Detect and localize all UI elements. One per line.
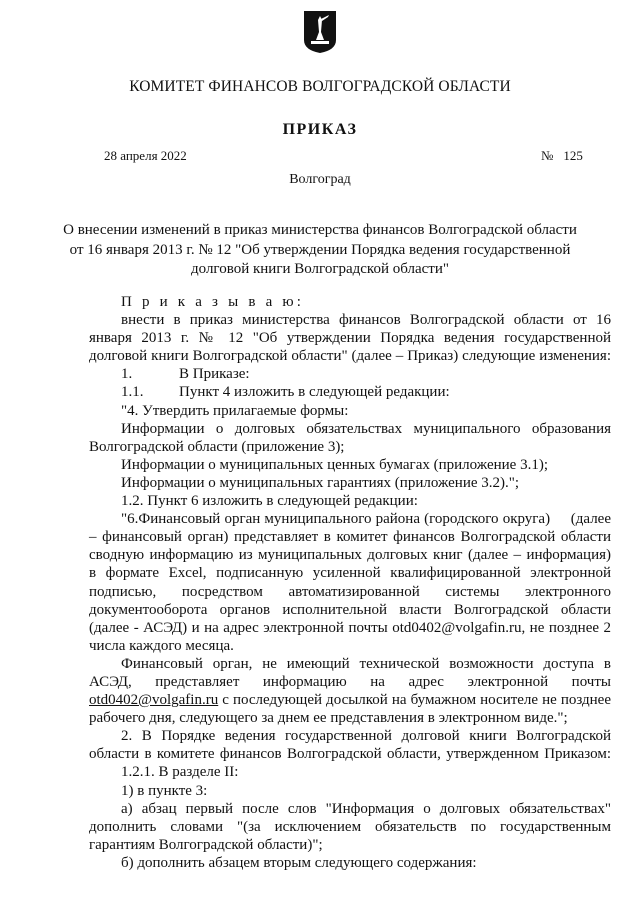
body-line: подписью, посредством автоматизированной системы электронного bbox=[89, 583, 611, 600]
body-line: внести в приказ министерства финансов Волгоградской области от 16 bbox=[121, 312, 611, 329]
body-line: Информации о муниципальных гарантиях (приложение 3.2)."; bbox=[121, 474, 520, 491]
body-line: "4. Утвердить прилагаемые формы: bbox=[121, 402, 349, 419]
body-line: рабочего дня, следующего за днем ее представления в электронном виде."; bbox=[89, 710, 568, 727]
body-line: января 2013 г. № 12 "Об утверждении Порядка ведения государственной bbox=[89, 330, 611, 347]
item-number: 1. bbox=[121, 366, 133, 383]
item-1 bbox=[89, 365, 611, 383]
subject-line: О внесении изменений в приказ министерства финансов Волгоградской области bbox=[63, 222, 577, 238]
body-line: гарантиям Волгоградской области)"; bbox=[89, 836, 323, 853]
subject-line: от 16 января 2013 г. № 12 "Об утверждении Порядка ведения государственной bbox=[69, 241, 571, 258]
committee-name: КОМИТЕТ ФИНАНСОВ ВОЛГОГРАДСКОЙ ОБЛАСТИ bbox=[129, 78, 511, 95]
number-label: № bbox=[541, 148, 554, 163]
body-line: – финансовый орган) представляет в комитет финансов Волгоградской области bbox=[89, 529, 611, 546]
body-line bbox=[89, 691, 611, 709]
item-text: В Приказе: bbox=[179, 366, 250, 383]
body-line: числа каждого месяца. bbox=[89, 637, 234, 654]
item-text: Пункт 4 изложить в следующей редакции: bbox=[179, 384, 450, 401]
body-line: дополнить словами "(за исключением обязательств по государственным bbox=[89, 818, 611, 835]
body-line: 1) в пункте 3: bbox=[121, 782, 208, 799]
body-line: области в комитете финансов Волгоградской области, утвержденном Приказом: bbox=[89, 746, 611, 763]
order-subject bbox=[60, 221, 580, 280]
body-line: АСЭД, представляет информацию на адрес электронной почты bbox=[89, 673, 611, 690]
order-body bbox=[89, 293, 611, 872]
body-line: "6.Финансовый орган муниципального района (городского округа) (далее bbox=[121, 511, 611, 528]
coat-of-arms-icon bbox=[303, 10, 337, 54]
order-date: 28 апреля 2022 bbox=[104, 148, 187, 163]
email-link[interactable]: otd0402@volgafin.ru bbox=[89, 692, 219, 709]
body-text: с последующей досылкой на бумажном носителе не позднее bbox=[218, 692, 611, 709]
body-line: 2. В Порядке ведения государственной долговой книги Волгоградской bbox=[121, 728, 611, 745]
body-line: 1.2.1. В разделе II: bbox=[121, 764, 239, 781]
body-line: а) абзац первый после слов "Информация о долговых обязательствах" bbox=[121, 800, 611, 817]
order-number bbox=[541, 148, 583, 164]
body-line: документооборота органов исполнительной власти Волгоградской области bbox=[89, 601, 611, 618]
decree-word: П р и к а з ы в а ю: bbox=[121, 294, 305, 310]
body-line: (далее - АСЭД) и на адрес электронной почты otd0402@volgafin.ru, не позднее 2 bbox=[89, 619, 611, 636]
body-line: б) дополнить абзацем вторым следующего содержания: bbox=[121, 854, 477, 871]
body-line: Информации о муниципальных ценных бумагах (приложение 3.1); bbox=[121, 456, 548, 473]
body-line: Волгоградской области (приложение 3); bbox=[89, 438, 345, 455]
order-title: ПРИКАЗ bbox=[282, 121, 358, 138]
body-line: Финансовый орган, не имеющий технической возможности доступа в bbox=[121, 655, 611, 672]
body-line: в формате Excel, подписанную усиленной квалифицированной электронной bbox=[89, 565, 611, 582]
body-line: сводную информацию из муниципальных долговых книг (далее – информация) bbox=[89, 547, 611, 564]
city: Волгоград bbox=[289, 172, 351, 187]
item-number: 1.1. bbox=[121, 384, 144, 401]
body-line: 1.2. Пункт 6 изложить в следующей редакции: bbox=[121, 493, 418, 510]
item-1-1 bbox=[89, 383, 611, 401]
body-line: Информации о долговых обязательствах муниципального образования bbox=[121, 420, 611, 437]
number-value: 125 bbox=[563, 148, 583, 163]
body-line: долговой книги Волгоградской области" (далее – Приказ) следующие изменения: bbox=[89, 348, 611, 365]
subject-line: долговой книги Волгоградской области" bbox=[191, 261, 449, 278]
